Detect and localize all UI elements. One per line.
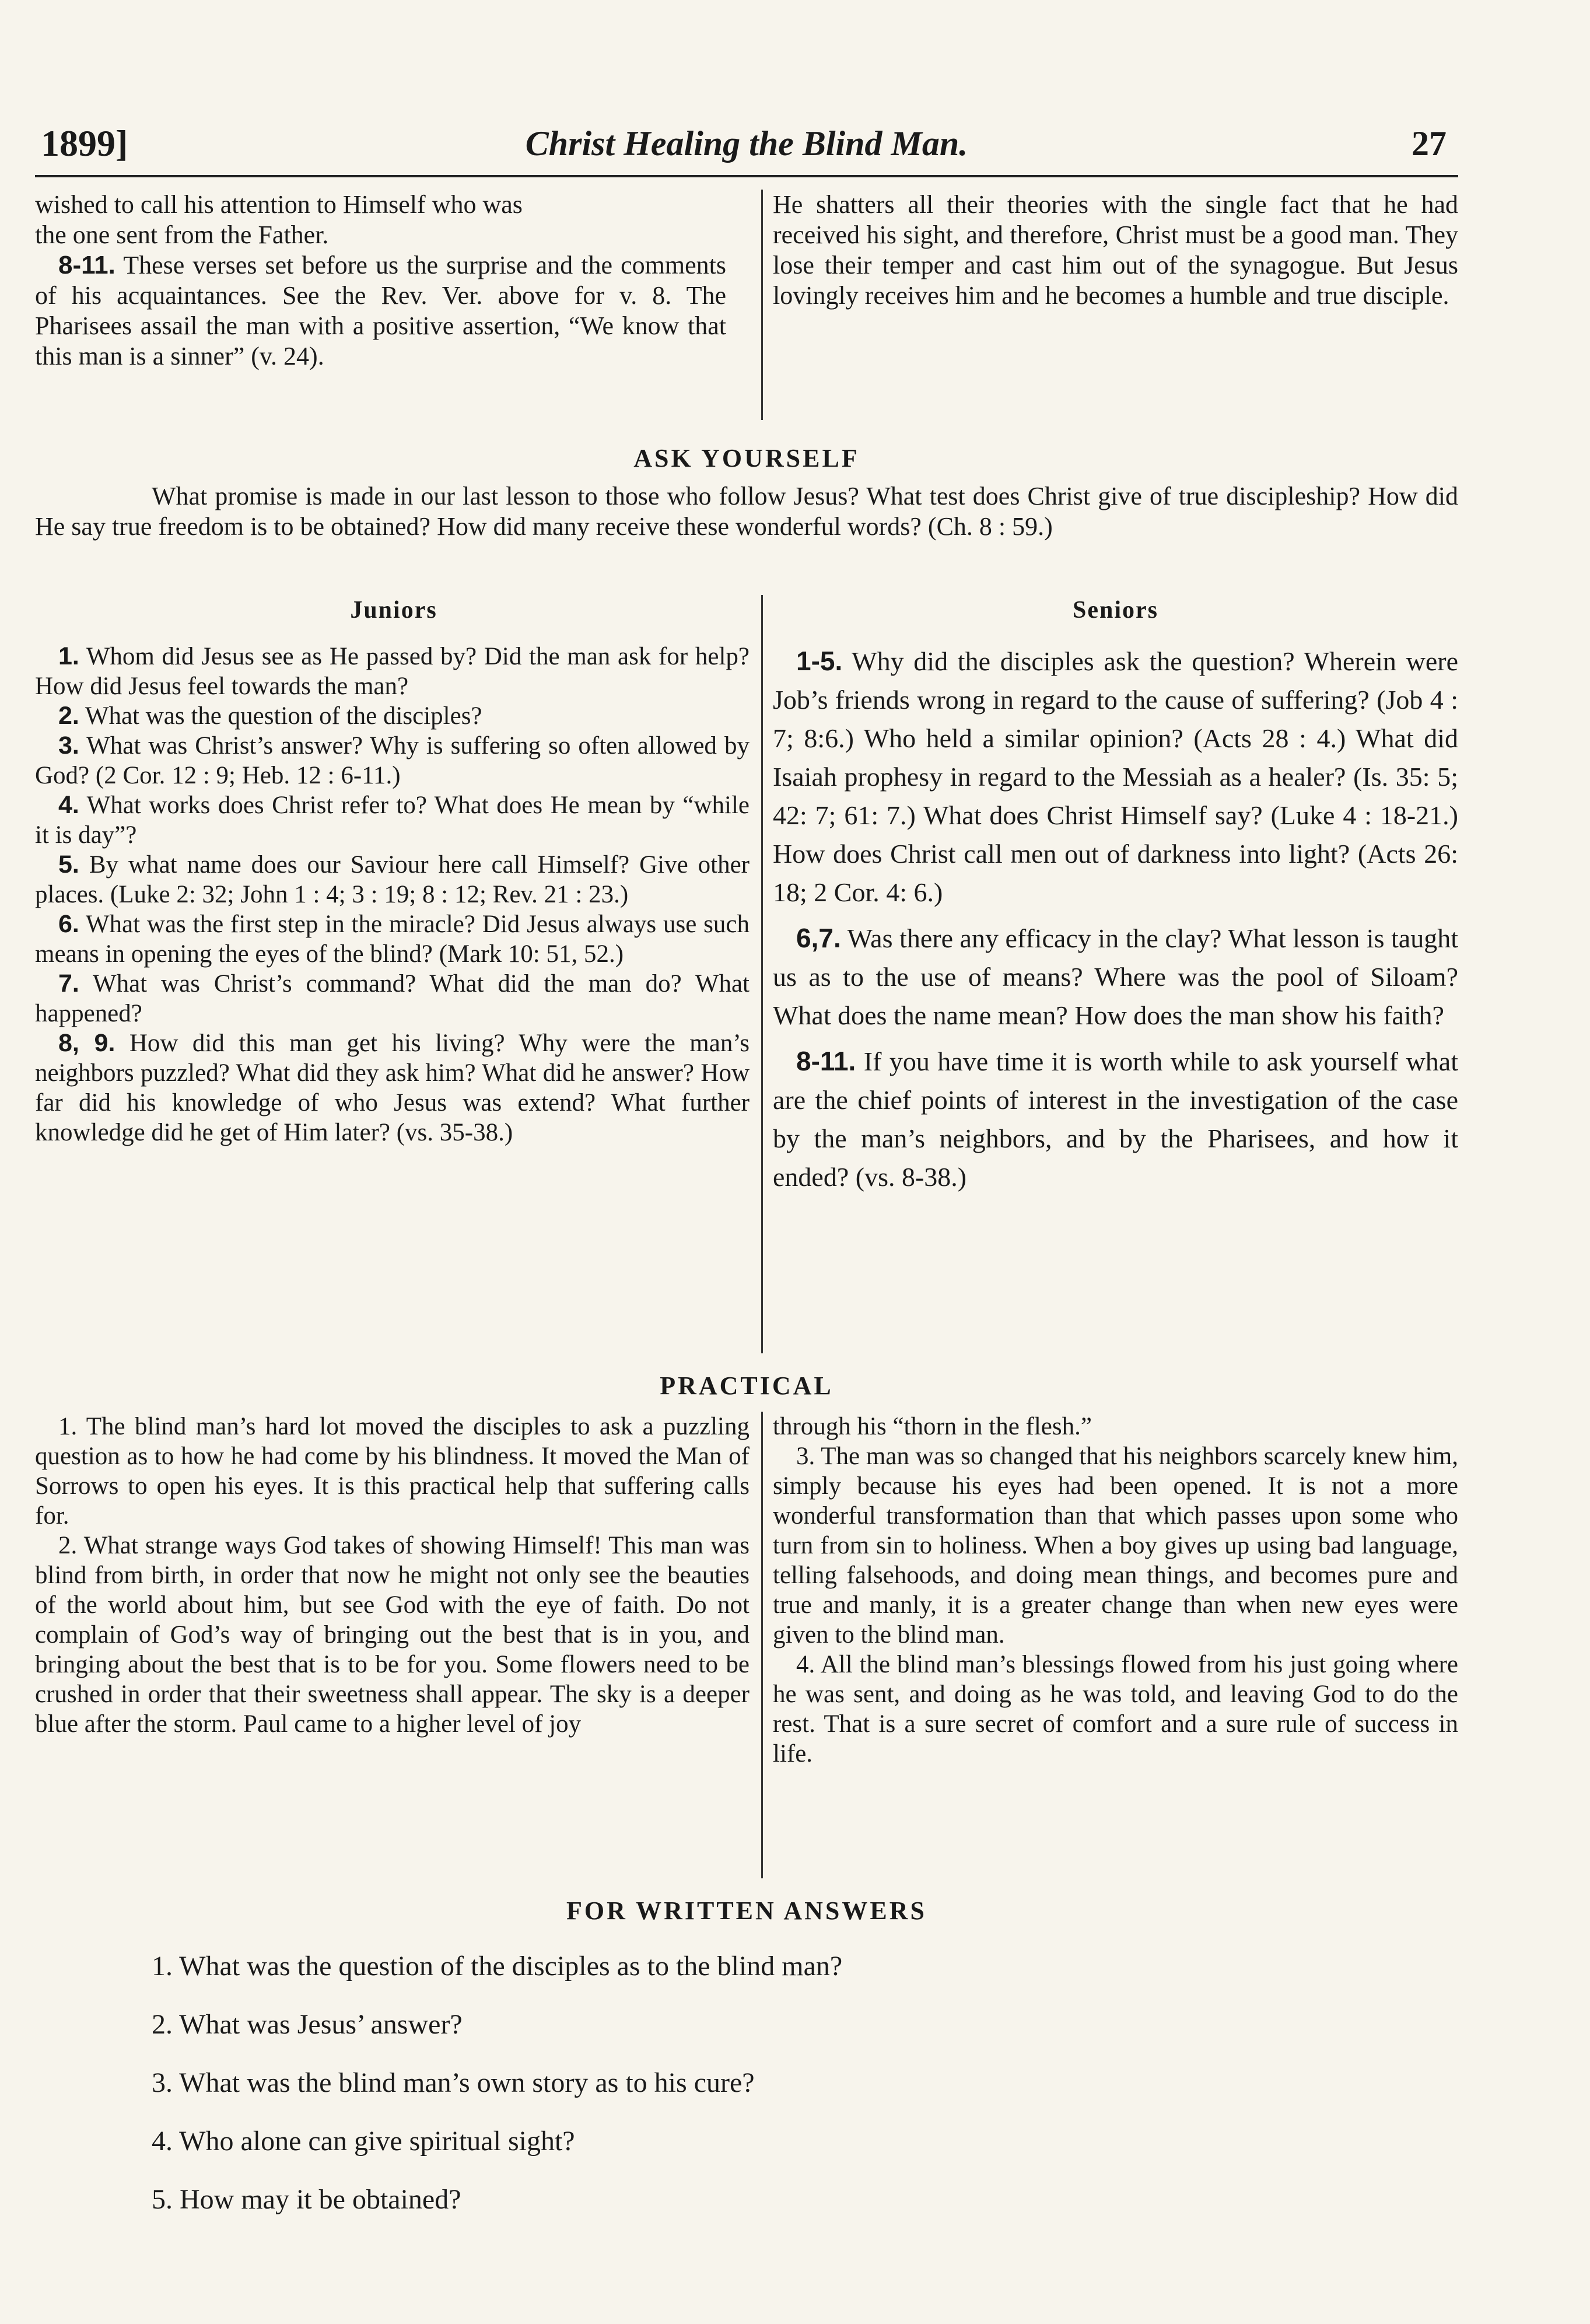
practical-left-column <box>35 1412 750 1739</box>
juniors-heading: Juniors <box>350 597 437 624</box>
top-left-item <box>35 250 726 372</box>
ask-yourself-heading: ASK YOURSELF <box>633 444 860 473</box>
practical-point-3: 3. The man was so changed that his neighbors scarcely knew him, simply because his eyes had been opened. It is not a more wonderful transformation than that which passes upon some who turn from sin to holiness. When a boy gives up using bad language, telling falsehoods, and doing mean things, and becomes pure and true and manly, it is a greater change than when new eyes were given to the blind man. <box>773 1443 1458 1648</box>
written-question-3: 3. What was the blind man’s own story as to his cure? <box>152 2067 755 2098</box>
top-right-text: He shatters all their theories with the single fact that he had received his sight, and therefore, Christ must be a good man. They lose their temper and cast him out of the synagogue. But Jesus lovingly receives him and he becomes a humble and true disciple. <box>773 190 1458 310</box>
juniors-question-8: 8, 9. How did this man get his living? Why were the man’s neighbors puzzled? What did they ask him? What did he answer? How far did his knowledge of who Jesus was extend? What further knowledge did he get of Him later? (vs. 35-38.) <box>35 1029 750 1146</box>
written-question-2: 2. What was Jesus’ answer? <box>152 2009 463 2040</box>
column-divider-top <box>761 190 763 420</box>
header-page-number: 27 <box>1412 124 1447 163</box>
page <box>35 35 1458 2298</box>
written-question-5: 5. How may it be obtained? <box>152 2184 461 2215</box>
juniors-question-3: 3. What was Christ’s answer? Why is suffering so often allowed by God? (2 Cor. 12 : 9; Heb. 12 : 6-11.) <box>35 732 750 789</box>
practical-point-4: 4. All the blind man’s blessings flowed from his just going where he was sent, and doing as he was told, and leaving God to do the rest. That is a sure secret of comfort and a sure rule of success in life. <box>773 1651 1458 1768</box>
top-left-line-1: wished to call his attention to Himself who was <box>35 190 523 219</box>
juniors-question-7: 7. What was Christ’s command? What did the man do? What happened? <box>35 970 750 1027</box>
juniors-question-4: 4. What works does Christ refer to? What does He mean by “while it is day”? <box>35 791 750 849</box>
seniors-question-1: 1-5. Why did the disciples ask the question? Wherein were Job’s friends wrong in regard to the cause of suffering? (Job 4 : 7; 8:6.) Who held a similar opinion? (Acts 28 : 4.) What did Isaiah prophesy in regard to the Messiah as a healer? (Is. 35: 5; 42: 7; 61: 7.) What does Christ Himself say? (Luke 4 : 18-21.) How does Christ call men out of darkness into light? (Acts 26: 18; 2 Cor. 4: 6.) <box>773 646 1458 907</box>
seniors-column <box>773 642 1458 1196</box>
running-header <box>35 123 1458 177</box>
top-left-item-text: These verses set before us the surprise and the comments of his acquaintances. See the Rev. Ver. above for v. 8. The Pharisees assail the man with a positive assertion, “We know that this man is a sinner” (v. 24). <box>35 251 726 370</box>
ask-yourself-text: What promise is made in our last lesson to those who follow Jesus? What test does Christ give of true discipleship? How did He say true freedom is to be obtained? How did many receive these wonderful words? (Ch. 8 : 59.) <box>35 482 1458 541</box>
seniors-question-2: 6,7. Was there any efficacy in the clay? What lesson is taught us as to the use of means? Where was the pool of Siloam? What does the name mean? How does the man show his faith? <box>773 923 1458 1030</box>
header-year: 1899] <box>41 123 128 164</box>
header-title: Christ Healing the Blind Man. <box>525 124 968 163</box>
practical-right-column <box>773 1412 1458 1769</box>
column-divider-practical <box>761 1412 763 1878</box>
seniors-question-3: 8-11. If you have time it is worth while to ask yourself what are the chief points of interest in the investigation of the case by the man’s neighbors, and by the Pharisees, and how it ended? (vs. 8-38.) <box>773 1046 1458 1192</box>
written-question-1: 1. What was the question of the disciples as to the blind man? <box>152 1951 843 1982</box>
top-left-line-2: the one sent from the Father. <box>35 220 329 249</box>
column-divider-questions <box>761 595 763 1353</box>
top-right-column <box>773 190 1458 311</box>
seniors-heading: Seniors <box>1072 597 1158 624</box>
juniors-question-2: 2. What was the question of the disciples? <box>58 702 482 730</box>
practical-continuation: through his “thorn in the flesh.” <box>773 1413 1092 1440</box>
top-left-column <box>35 190 726 372</box>
juniors-question-6: 6. What was the first step in the miracle? Did Jesus always use such means in opening the eyes of the blind? (Mark 10: 51, 52.) <box>35 910 750 968</box>
practical-point-2: 2. What strange ways God takes of showing Himself! This man was blind from birth, in order that now he might not only see the beauties of the world about him, but see God with the eye of faith. Do not complain of God’s way of bringing out the best that is in you, and bringing about the best that is to be for you. Some flowers need to be crushed in order that their sweetness shall appear. The sky is a deeper blue after the storm. Paul came to a higher level of joy <box>35 1532 750 1738</box>
juniors-question-5: 5. By what name does our Saviour here call Himself? Give other places. (Luke 2: 32; John 1 : 4; 3 : 19; 8 : 12; Rev. 21 : 23.) <box>35 850 750 908</box>
top-left-item-number: 8-11. <box>58 251 115 279</box>
written-answers-heading: FOR WRITTEN ANSWERS <box>566 1896 927 1925</box>
practical-heading: PRACTICAL <box>660 1371 833 1400</box>
juniors-column <box>35 642 750 1147</box>
written-question-4: 4. Who alone can give spiritual sight? <box>152 2126 575 2157</box>
juniors-question-1: 1. Whom did Jesus see as He passed by? Did the man ask for help? How did Jesus feel towards the man? <box>35 642 750 700</box>
practical-point-1: 1. The blind man’s hard lot moved the disciples to ask a puzzling question as to how he had come by his blindness. It moved the Man of Sorrows to open his eyes. It is this practical help that suffering calls for. <box>35 1413 750 1530</box>
